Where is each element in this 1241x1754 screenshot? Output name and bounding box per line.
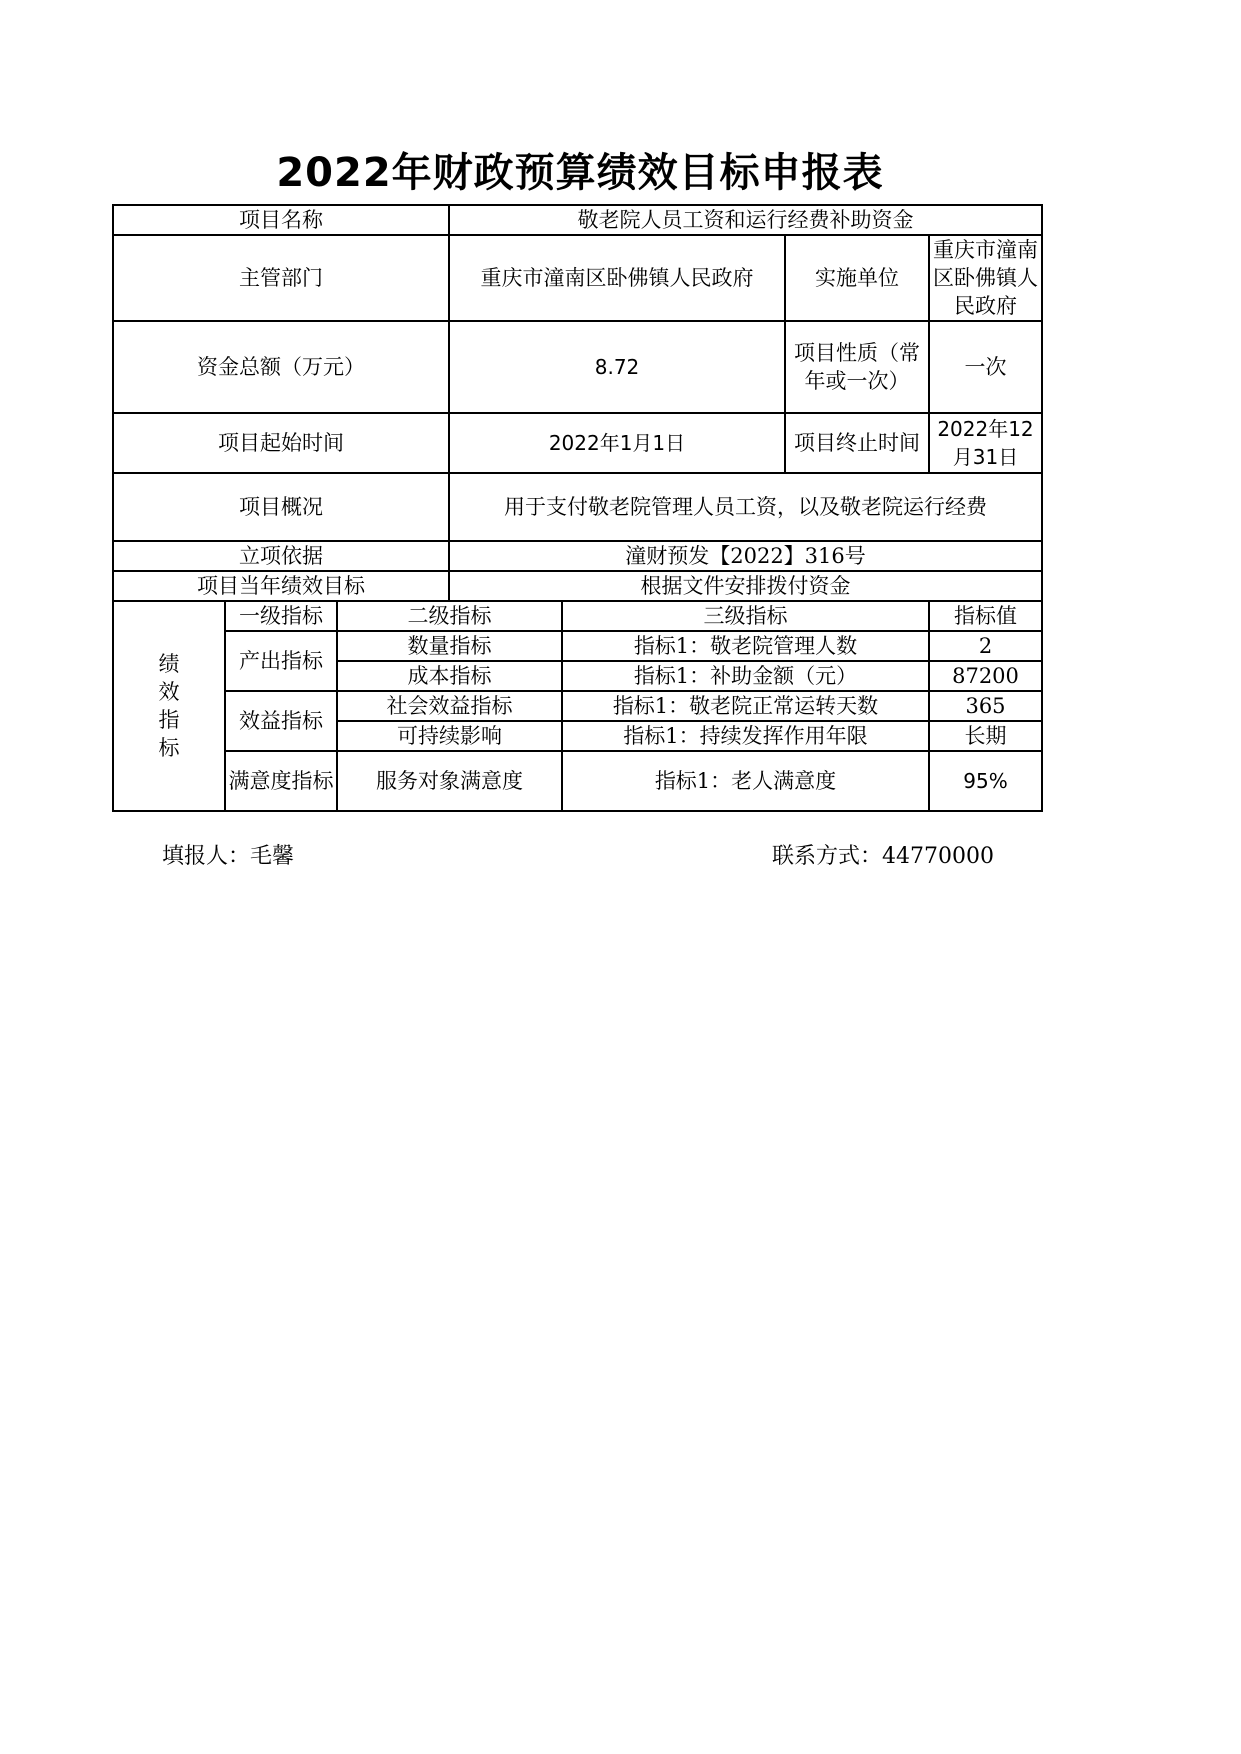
funds-label: 资金总额（万元） (113, 321, 449, 413)
level3-header: 三级指标 (562, 601, 929, 631)
project-name-value: 敬老院人员工资和运行经费补助资金 (449, 205, 1042, 235)
indicator-header-row (113, 601, 1042, 631)
row-department (113, 235, 1042, 321)
performance-indicator-section (113, 601, 225, 811)
level2-header: 二级指标 (337, 601, 562, 631)
project-nature-label: 项目性质（常年或一次） (785, 321, 929, 413)
row-goal (113, 571, 1042, 601)
indicator-value: 长期 (929, 721, 1042, 751)
basis-label: 立项依据 (113, 541, 449, 571)
start-time-value: 2022年1月1日 (449, 413, 785, 473)
funds-value: 8.72 (449, 321, 785, 413)
level3-cell: 指标1：老人满意度 (562, 751, 929, 811)
level2-cell: 社会效益指标 (337, 691, 562, 721)
level3-cell: 指标1：敬老院正常运转天数 (562, 691, 929, 721)
level2-cell: 数量指标 (337, 631, 562, 661)
implementing-unit-label: 实施单位 (785, 235, 929, 321)
level2-cell: 服务对象满意度 (337, 751, 562, 811)
level2-cell: 成本指标 (337, 661, 562, 691)
goal-value: 根据文件安排拨付资金 (449, 571, 1042, 601)
project-name-label: 项目名称 (113, 205, 449, 235)
level2-cell: 可持续影响 (337, 721, 562, 751)
row-funds (113, 321, 1042, 413)
overview-value: 用于支付敬老院管理人员工资，以及敬老院运行经费 (449, 473, 1042, 541)
row-project-name (113, 205, 1042, 235)
row-overview (113, 473, 1042, 541)
table-row (113, 691, 1042, 721)
implementing-unit-value: 重庆市潼南区卧佛镇人民政府 (929, 235, 1042, 321)
value-header: 指标值 (929, 601, 1042, 631)
row-basis (113, 541, 1042, 571)
indicator-value: 95% (929, 751, 1042, 811)
level1-benefit: 效益指标 (225, 691, 337, 751)
row-time (113, 413, 1042, 473)
department-label: 主管部门 (113, 235, 449, 321)
start-time-label: 项目起始时间 (113, 413, 449, 473)
table-row (113, 631, 1042, 661)
department-value: 重庆市潼南区卧佛镇人民政府 (449, 235, 785, 321)
level3-cell: 指标1：补助金额（元） (562, 661, 929, 691)
budget-performance-form (112, 204, 1043, 812)
level1-header: 一级指标 (225, 601, 337, 631)
table-row (113, 751, 1042, 811)
indicator-value: 2 (929, 631, 1042, 661)
indicator-value: 365 (929, 691, 1042, 721)
section-label: 绩 效 指 标 (158, 652, 180, 760)
indicator-value: 87200 (929, 661, 1042, 691)
level3-cell: 指标1：敬老院管理人数 (562, 631, 929, 661)
end-time-value: 2022年12月31日 (929, 413, 1042, 473)
filler-name: 填报人：毛馨 (162, 844, 295, 869)
basis-value: 潼财预发【2022】316号 (449, 541, 1042, 571)
overview-label: 项目概况 (113, 473, 449, 541)
level3-cell: 指标1：持续发挥作用年限 (562, 721, 929, 751)
end-time-label: 项目终止时间 (785, 413, 929, 473)
project-nature-value: 一次 (929, 321, 1042, 413)
level1-satisfaction: 满意度指标 (225, 751, 337, 811)
goal-label: 项目当年绩效目标 (113, 571, 449, 601)
page-title: 2022年财政预算绩效目标申报表 (276, 150, 884, 196)
contact-info: 联系方式：44770000 (772, 844, 994, 869)
level1-output: 产出指标 (225, 631, 337, 691)
